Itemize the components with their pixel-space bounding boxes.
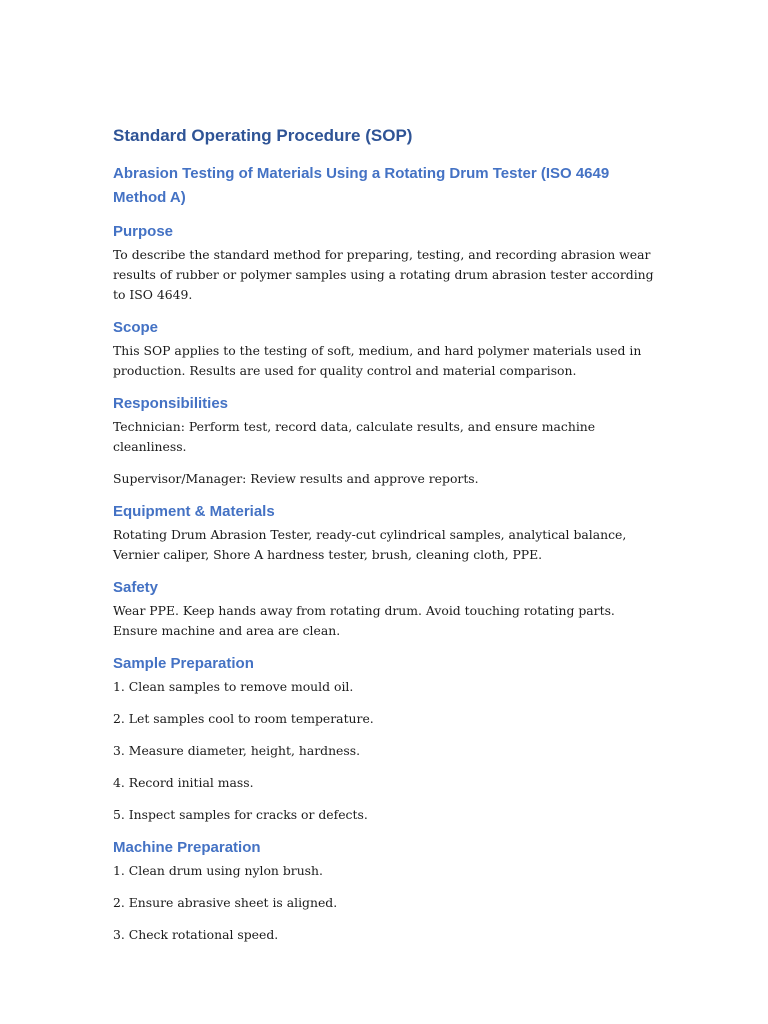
section-heading: Machine Preparation bbox=[113, 839, 261, 856]
list-item: 4. Record initial mass. bbox=[113, 775, 254, 790]
section-scope bbox=[113, 317, 658, 381]
section-heading: Responsibilities bbox=[113, 395, 229, 412]
list-item: 3. Measure diameter, height, hardness. bbox=[113, 743, 361, 758]
list-item: 2. Ensure abrasive sheet is aligned. bbox=[113, 895, 338, 910]
document-page bbox=[113, 124, 658, 957]
section-paragraph: Technician: Perform test, record data, calculate results, and ensure machine cleanliness. bbox=[113, 419, 596, 454]
list-item: 1. Clean samples to remove mould oil. bbox=[113, 679, 354, 694]
section-purpose bbox=[113, 221, 658, 305]
list-item: 3. Check rotational speed. bbox=[113, 927, 279, 942]
section-heading: Purpose bbox=[113, 223, 174, 240]
section-heading: Equipment & Materials bbox=[113, 503, 275, 520]
section-heading: Sample Preparation bbox=[113, 655, 254, 672]
section-paragraph: Supervisor/Manager: Review results and approve reports. bbox=[113, 471, 479, 486]
section-equipment-materials bbox=[113, 501, 658, 565]
section-responsibilities bbox=[113, 393, 658, 489]
section-paragraph: This SOP applies to the testing of soft, medium, and hard polymer materials used in production. Results are used for quality control and material comparison. bbox=[113, 343, 642, 378]
section-paragraph: Rotating Drum Abrasion Tester, ready-cut cylindrical samples, analytical balance, Vernier caliper, Shore A hardness tester, brush, cleaning cloth, PPE. bbox=[113, 527, 627, 562]
section-safety bbox=[113, 577, 658, 641]
list-item: 2. Let samples cool to room temperature. bbox=[113, 711, 374, 726]
section-paragraph: Wear PPE. Keep hands away from rotating drum. Avoid touching rotating parts. Ensure machine and area are clean. bbox=[113, 603, 615, 638]
section-paragraph: To describe the standard method for preparing, testing, and recording abrasion wear results of rubber or polymer samples using a rotating drum abrasion tester according to ISO 4649. bbox=[113, 247, 654, 302]
document-title: Standard Operating Procedure (SOP) bbox=[113, 126, 413, 145]
list-item: 5. Inspect samples for cracks or defects. bbox=[113, 807, 368, 822]
section-machine-preparation bbox=[113, 837, 658, 945]
document-subtitle: Abrasion Testing of Materials Using a Rotating Drum Tester (ISO 4649 Method A) bbox=[113, 165, 610, 206]
section-heading: Safety bbox=[113, 579, 159, 596]
section-sample-preparation bbox=[113, 653, 658, 825]
list-item: 1. Clean drum using nylon brush. bbox=[113, 863, 323, 878]
section-heading: Scope bbox=[113, 319, 159, 336]
